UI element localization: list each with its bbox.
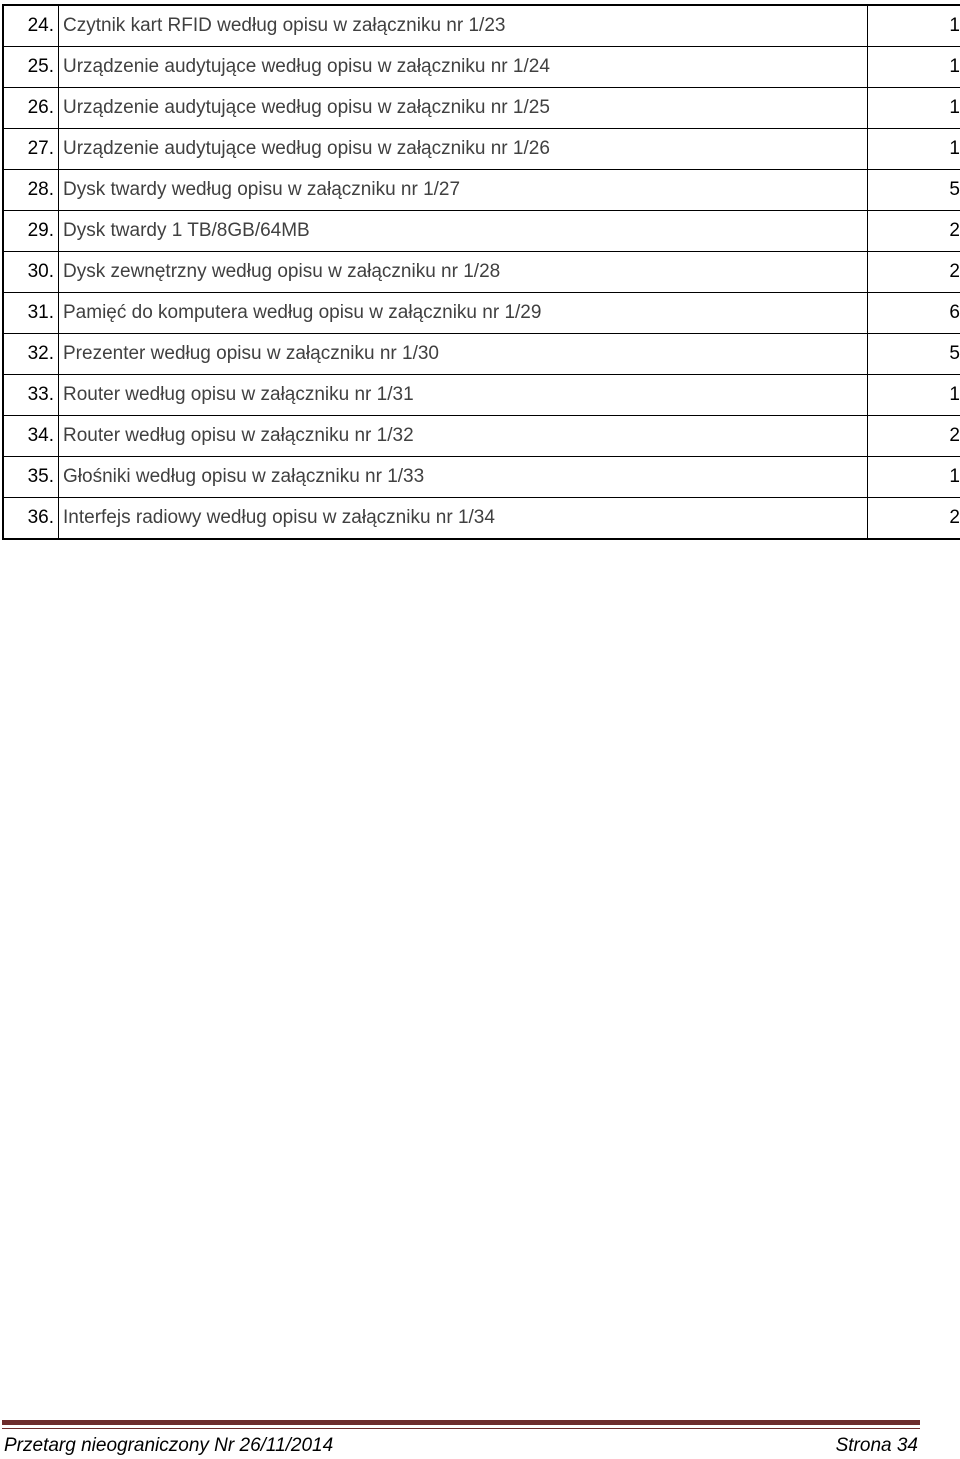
item-number: 28. xyxy=(3,170,59,211)
item-number: 31. xyxy=(3,293,59,334)
item-name: Prezenter według opisu w załączniku nr 1/30 xyxy=(59,334,868,375)
item-quantity: 5 xyxy=(868,170,960,211)
item-name: Czytnik kart RFID według opisu w załączniku nr 1/23 xyxy=(59,5,868,47)
item-quantity: 1 xyxy=(868,375,960,416)
item-quantity: 1 xyxy=(868,457,960,498)
table-row xyxy=(3,211,960,252)
item-quantity: 5 xyxy=(868,334,960,375)
table-row xyxy=(3,252,960,293)
item-name: Router według opisu w załączniku nr 1/32 xyxy=(59,416,868,457)
item-number: 24. xyxy=(3,5,59,47)
footer-divider-thin xyxy=(2,1428,920,1429)
item-name: Pamięć do komputera według opisu w załączniku nr 1/29 xyxy=(59,293,868,334)
table-row xyxy=(3,129,960,170)
item-number: 36. xyxy=(3,498,59,540)
item-name: Router według opisu w załączniku nr 1/31 xyxy=(59,375,868,416)
item-name: Głośniki według opisu w załączniku nr 1/33 xyxy=(59,457,868,498)
item-name: Dysk twardy według opisu w załączniku nr 1/27 xyxy=(59,170,868,211)
item-quantity: 1 xyxy=(868,47,960,88)
item-name: Urządzenie audytujące według opisu w załączniku nr 1/25 xyxy=(59,88,868,129)
item-number: 26. xyxy=(3,88,59,129)
table-row xyxy=(3,334,960,375)
item-name: Urządzenie audytujące według opisu w załączniku nr 1/24 xyxy=(59,47,868,88)
item-number: 32. xyxy=(3,334,59,375)
item-number: 35. xyxy=(3,457,59,498)
item-number: 30. xyxy=(3,252,59,293)
table-row xyxy=(3,88,960,129)
item-quantity: 2 xyxy=(868,498,960,540)
footer-divider-thick xyxy=(2,1420,920,1425)
item-number: 27. xyxy=(3,129,59,170)
item-quantity: 2 xyxy=(868,416,960,457)
item-quantity: 6 xyxy=(868,293,960,334)
item-name: Urządzenie audytujące według opisu w załączniku nr 1/26 xyxy=(59,129,868,170)
table-row xyxy=(3,293,960,334)
table-row xyxy=(3,457,960,498)
item-number: 29. xyxy=(3,211,59,252)
item-number: 25. xyxy=(3,47,59,88)
table-row xyxy=(3,5,960,47)
table-row xyxy=(3,416,960,457)
item-name: Dysk twardy 1 TB/8GB/64MB xyxy=(59,211,868,252)
item-quantity: 1 xyxy=(868,129,960,170)
item-quantity: 1 xyxy=(868,5,960,47)
item-quantity: 1 xyxy=(868,88,960,129)
table-row xyxy=(3,170,960,211)
item-number: 34. xyxy=(3,416,59,457)
item-quantity: 2 xyxy=(868,211,960,252)
item-quantity: 2 xyxy=(868,252,960,293)
table-row xyxy=(3,375,960,416)
item-name: Dysk zewnętrzny według opisu w załączniku nr 1/28 xyxy=(59,252,868,293)
item-name: Interfejs radiowy według opisu w załączniku nr 1/34 xyxy=(59,498,868,540)
table-row xyxy=(3,498,960,540)
footer-page-number: Strona 34 xyxy=(835,1435,918,1456)
items-table-body xyxy=(3,5,960,539)
table-row xyxy=(3,47,960,88)
items-table xyxy=(2,4,960,540)
item-number: 33. xyxy=(3,375,59,416)
footer-tender-reference: Przetarg nieograniczony Nr 26/11/2014 xyxy=(4,1435,334,1456)
